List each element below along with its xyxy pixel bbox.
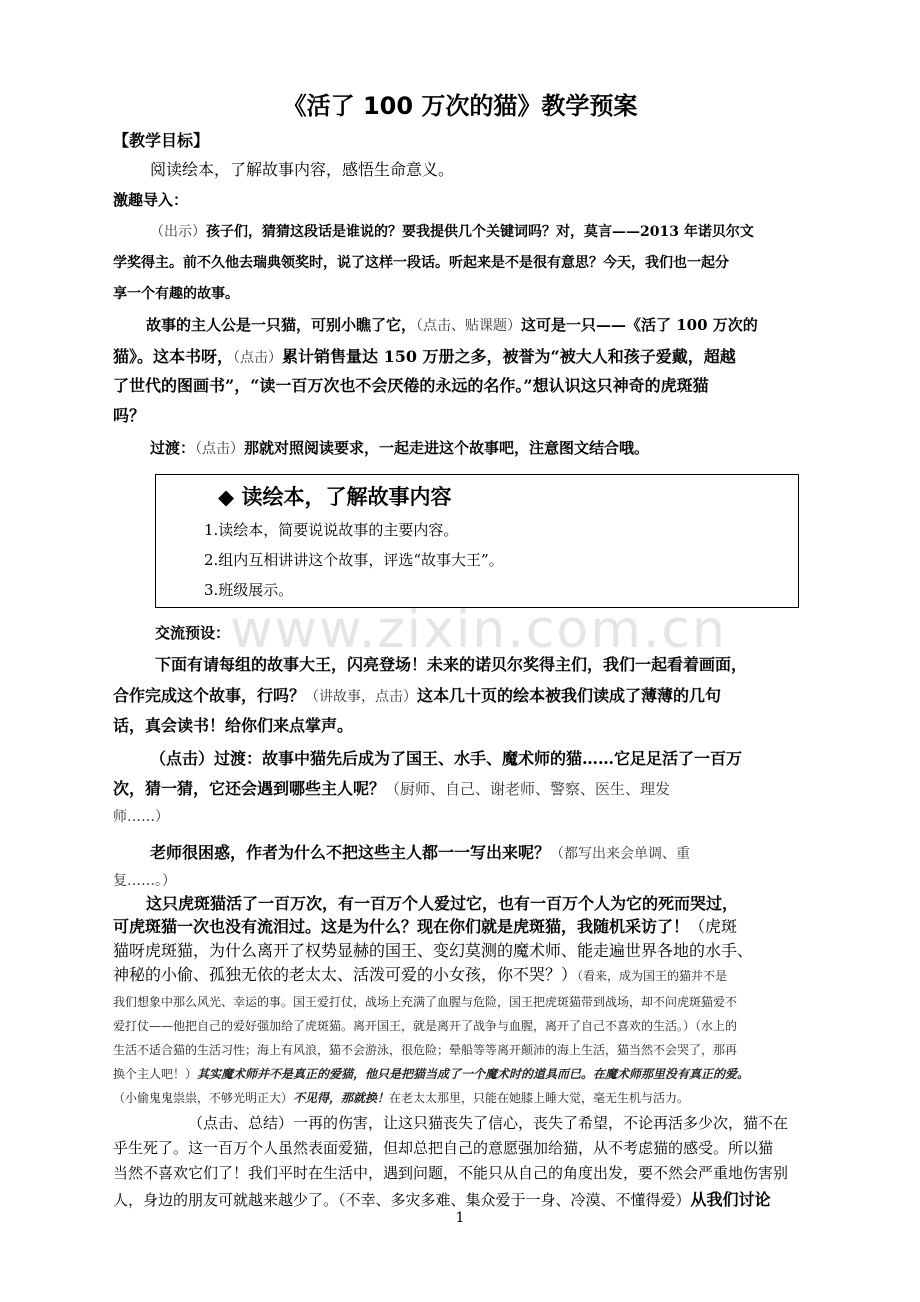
- para-6-line-9: （小偷鬼鬼祟祟，不够光明正大）不见得，那就换！在老太太那里，只能在她膝上睡大觉，毫无生机与活力。: [113, 1091, 690, 1105]
- para-1-line-3: 享一个有趣的故事。: [113, 286, 239, 302]
- task-item: 3.班级展示。: [204, 581, 294, 599]
- para-6-line-1: 这只虎斑猫活了一百万次，有一百万个人爱过它，也有一百万个人为它的死而哭过，: [146, 894, 739, 913]
- document-title: 《活了 100 万次的猫》教学预案: [282, 92, 638, 120]
- para-2-line-4: 吗？: [113, 406, 146, 425]
- para-5-line-2: 复……。）: [113, 873, 176, 889]
- para-1-line-1: （出示）孩子们，猜猜这段话是谁说的？要我提供几个关键词吗？对，莫言——2013 年诺贝尔文: [150, 224, 754, 240]
- task-item: 2.组内互相讲讲这个故事，评选“故事大王”。: [204, 551, 504, 569]
- para-7-line-3: 当然不喜欢它们了！我们平时在生活中，遇到问题，不能只从自己的角度出发，要不然会严重地伤害别: [113, 1164, 789, 1182]
- para-1-note: （出示）: [150, 224, 206, 240]
- para-1-line-2: 学奖得主。前不久他去瑞典领奖时，说了这样一段话。听起来是不是很有意思？今天，我们也一起分: [113, 255, 729, 271]
- para-5-line-1: 老师很困惑，作者为什么不把这些主人都一一写出来呢？（都写出来会单调、重: [150, 843, 691, 862]
- para-6-line-8: 换个主人吧！）其实魔术师并不是真正的爱猫，他只是把猫当成了一个魔术时的道具而已。在魔术师那里没有真正的爱。: [113, 1067, 750, 1081]
- intro-heading: 激趣导入：: [113, 191, 189, 209]
- goal-text: 阅读绘本，了解故事内容，感悟生命意义。: [150, 160, 455, 179]
- para-4-line-3: 师……）: [113, 809, 169, 825]
- transition-1: 过渡：（点击）那就对照阅读要求，一起走进这个故事吧，注意图文结合哦。: [150, 439, 650, 457]
- para-3-line-1: 下面有请每组的故事大王，闪亮登场！未来的诺贝尔奖得主们，我们一起看着画面，: [155, 655, 748, 674]
- para-3-line-2: 合作完成这个故事，行吗？（讲故事，点击）这本几十页的绘本被我们读成了薄薄的几句: [113, 686, 722, 705]
- task-box: [155, 474, 799, 608]
- para-6-line-5: 我们想象中那么风光、幸运的事。国王爱打仗，战场上充满了血腥与危险，国王把虎斑猫带到战场，却不问虎斑猫爱不: [113, 995, 738, 1009]
- goal-heading: 【教学目标】: [113, 131, 210, 150]
- para-7-line-2: 乎生死了。这一百万个人虽然表面爱猫，但却总把自己的意愿强加给猫，从不考虑猫的感受。所以猫: [113, 1139, 774, 1157]
- para-7-line-1: （点击、总结）一再的伤害，让这只猫丧失了信心，丧失了希望，不论再活多少次，猫不在: [188, 1114, 789, 1132]
- para-6-line-6: 爱打仗——他把自己的爱好强加给了虎斑猫。离开国王，就是离开了战争与血腥，离开了自己不喜欢的生活。）（水上的: [113, 1019, 738, 1033]
- para-2-line-3: 了世代的图画书”，“读一百万次也不会厌倦的永远的名作。”想认识这只神奇的虎斑猫: [113, 376, 709, 395]
- page-number: 1: [455, 1210, 465, 1226]
- para-4-line-1: （点击）过渡：故事中猫先后成为了国王、水手、魔术师的猫……它足足活了一百万: [150, 749, 743, 768]
- para-4-line-2: 次，猜一猜，它还会遇到哪些主人呢？（厨师、自己、谢老师、警察、医生、理发: [113, 779, 671, 798]
- para-6-line-7: 生活不适合猫的生活习性；海上有风浪，猫不会游泳，很危险；晕船等等离开颠沛的海上生活，猫当然不会哭了，那再: [113, 1043, 738, 1057]
- watermark: www.zixin.com.cn: [230, 600, 727, 660]
- para-6-line-2: 可虎斑猫一次也没有流泪过。这是为什么？现在你们就是虎斑猫，我随机采访了！（虎斑: [113, 917, 738, 936]
- task-box-heading: ◆ 读绘本，了解故事内容: [218, 485, 452, 509]
- task-item: 1.读绘本，简要说说故事的主要内容。: [204, 521, 459, 539]
- para-7-line-4: 人，身边的朋友可就越来越少了。（不幸、多灾多难、集众爱于一身、冷漠、不懂得爱）从我们讨论: [113, 1190, 771, 1209]
- para-2-line-2: 猫》。这本书呀，（点击）累计销售量达 150 万册之多，被誉为“被大人和孩子爱戴，超越: [113, 347, 736, 366]
- para-6-line-3: 猫呀虎斑猫，为什么离开了权势显赫的国王、变幻莫测的魔术师、能走遍世界各地的水手、: [113, 941, 754, 960]
- preset-heading: 交流预设：: [155, 624, 231, 642]
- para-6-line-4: 神秘的小偷、孤独无依的老太太、活泼可爱的小女孩，你不哭？）（看来，成为国王的猫并不是: [113, 965, 728, 984]
- para-2-line-1: 故事的主人公是一只猫，可别小瞧了它，（点击、贴课题）这可是一只——《活了 100 万次的: [146, 316, 758, 334]
- para-3-line-3: 话，真会读书！给你们来点掌声。: [113, 716, 354, 735]
